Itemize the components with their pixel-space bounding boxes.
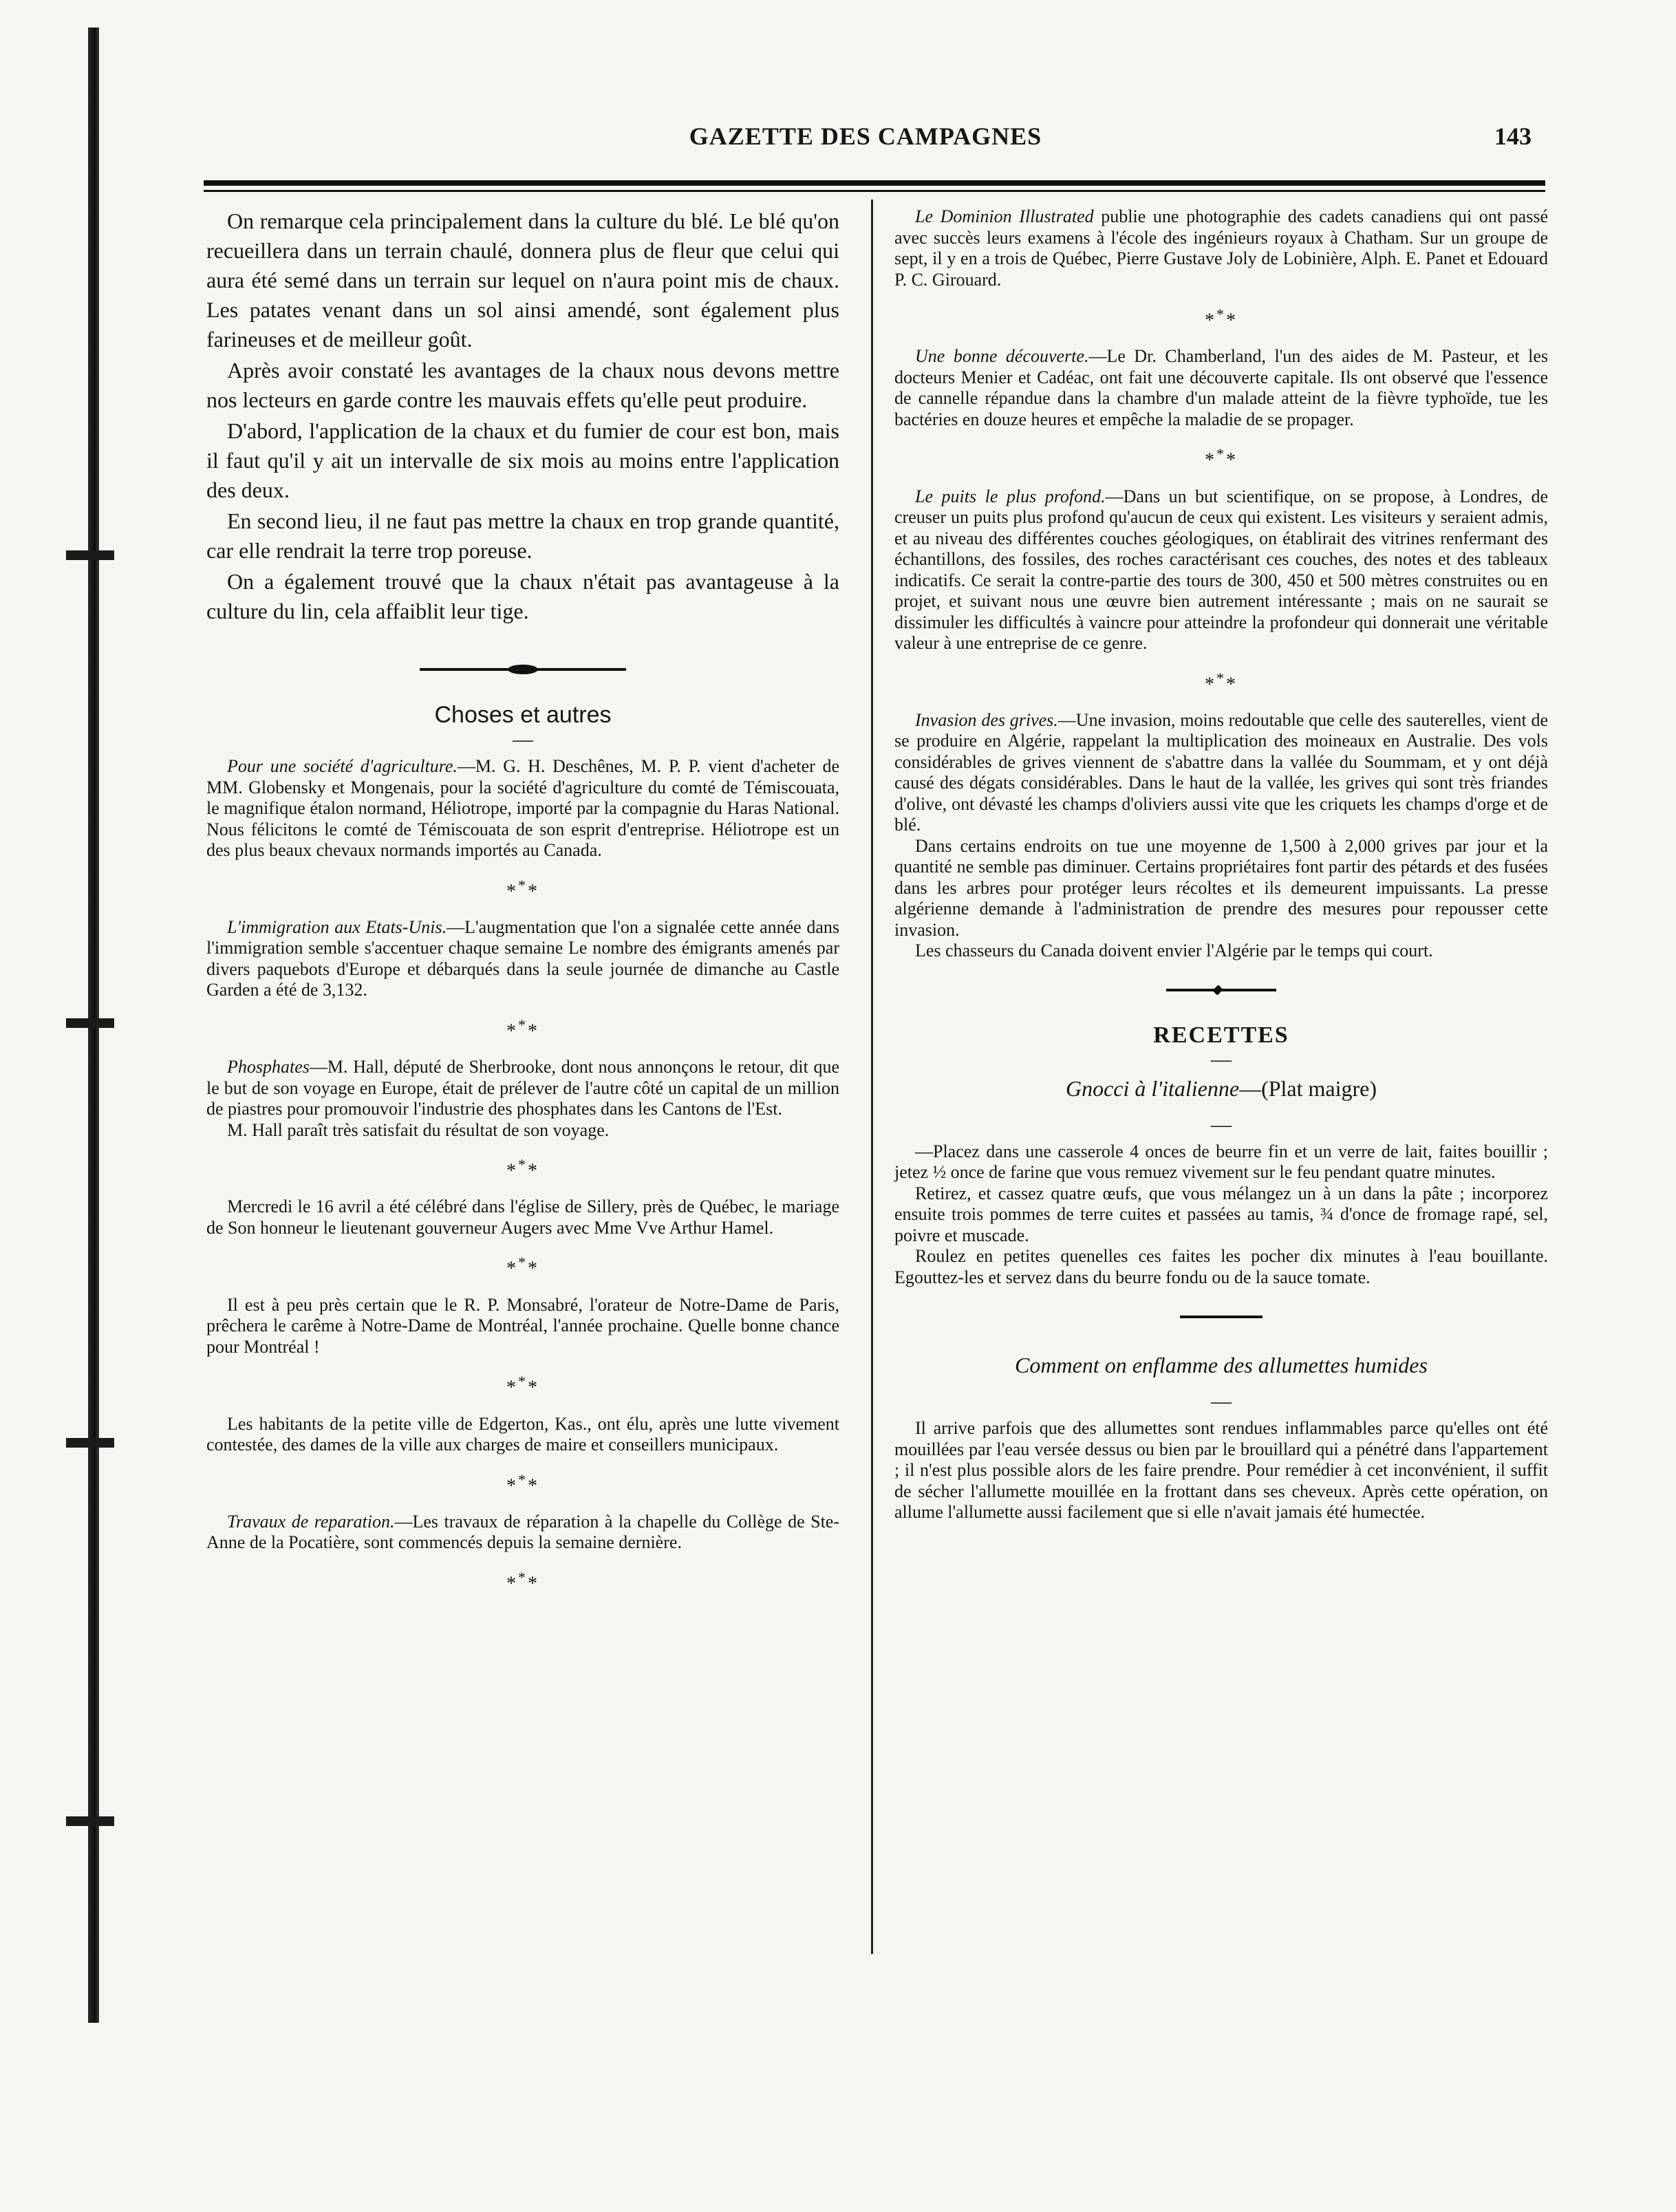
recipe-title-rest: —(Plat maigre) (1239, 1075, 1377, 1101)
item-text: —M. G. H. Deschênes, M. P. P. vient d'acheter de MM. Globensky et Mongenais, pour la société d'agriculture du comté de Témiscouata, le magnifique étalon normand, Héliotrope, importé par la compagnie du Haras National. Nous félicitons le comté de Témiscouata de son esprit d'entreprise. Héliotrope est un des plus beaux chevaux normands importés au Canada. (206, 756, 839, 860)
recipe-paragraph: Retirez, et cassez quatre œufs, que vous mélangez un à un dans la pâte ; incorporez ensuite trois pommes de terre cuites et passées au tamis, ¾ d'once de fromage rapé, sel, poivre et muscade. (894, 1183, 1548, 1245)
asterism: *** (506, 1156, 539, 1182)
item-text: —M. Hall, député de Sherbrooke, dont nous annonçons le retour, dit que le but de son voyage en Europe, était de prélever de l'autre côté un capital de un million de piastres pour promouvoir l'industrie des phosphates dans les Cantons de l'Est. (206, 1057, 839, 1119)
title-dash: — (1211, 1390, 1232, 1413)
item-title: Une bonne découverte. (915, 346, 1089, 367)
asterism: *** (1205, 445, 1238, 471)
binding-mark (66, 1438, 114, 1448)
news-item (894, 710, 1548, 836)
paragraph: On remarque cela principalement dans la culture du blé. Le blé qu'on recueillera dans un terrain chaulé, donnera plus de fleur que celui qui aura été semé dans un terrain sur lequel on n'aura point mis de chaux. Les patates venant dans un sol ainsi amendé, sont également plus farineuses et de meilleur goût. (206, 208, 839, 352)
page-header (193, 116, 1538, 157)
header-rule-thin (204, 190, 1545, 192)
section-title: Choses et autres (434, 702, 612, 728)
news-item (206, 1057, 839, 1120)
title-dash: — (513, 728, 533, 751)
news-item (206, 1512, 839, 1554)
item-title: Pour une société d'agriculture. (227, 756, 458, 776)
asterism: *** (506, 1254, 539, 1280)
item-text: —Dans un but scientifique, on se propose, à Londres, de creuser un puits plus profond qu'aucun de ceux qui existent. Les visiteurs y seraient admis, et au niveau des différentes couches géologiques, on établirait des vitrines renfermant des échantillons, des fossiles, des roches caractérisant ces couches, des notes et des tableaux indicatifs. Ce serait la contre-partie des tours de 300, 450 et 500 mètres construites ou en projet, et suivant nous une œuvre bien autrement intéressante ; mais on ne saurait se dissimuler les difficultés à vaincre pour atteindre la profondeur qui donnerait une véritable valeur à une entreprise de ce genre. (894, 486, 1548, 654)
right-column (894, 206, 1548, 1523)
news-item (894, 486, 1548, 654)
header-rule (204, 180, 1545, 186)
news-item-extra: M. Hall paraît très satisfait du résultat de son voyage. (227, 1119, 610, 1140)
title-dash: — (1211, 1047, 1232, 1071)
news-items (894, 206, 1548, 962)
item-title: L'immigration aux Etats-Unis. (227, 916, 447, 937)
left-column (206, 206, 839, 1609)
ornament-divider (1166, 985, 1276, 995)
item-title: Le Dominion Illustrated (915, 206, 1094, 226)
news-item (894, 206, 1548, 290)
news-items (206, 756, 839, 1594)
item-title: Travaux de reparation. (227, 1511, 395, 1532)
binding-mark (66, 1018, 114, 1028)
asterism: *** (1205, 305, 1238, 332)
news-item (894, 346, 1548, 430)
recipe-body (894, 1141, 1548, 1289)
recipe-paragraph: —Placez dans une casserole 4 onces de beurre fin et un verre de lait, faites bouillir ; jetez ½ once de farine que vous remuez vivement sur le feu pendant quatre minutes. (894, 1141, 1548, 1183)
item-text: —Les travaux de réparation à la chapelle du Collège de Ste-Anne de la Pocatière, sont commencés depuis la semaine dernière. (206, 1511, 839, 1553)
column-divider (871, 200, 873, 1954)
recettes-title: RECETTES (1153, 1022, 1289, 1048)
page-number: 143 (1494, 122, 1532, 150)
news-item-extra: Dans certains endroits on tue une moyenne de 1,500 à 2,000 grives par jour et la quantité ne semble pas diminuer. Certains propriétaires font partir des pétards et des fusées dans les arbres pour protéger leurs récoltes et ils demeurent impuissants. La presse algérienne demande à l'administration de prendre des mesures pour repousser cette invasion. (894, 835, 1548, 940)
short-divider (1180, 1316, 1263, 1318)
matches-title: Comment on enflamme des allumettes humides (1015, 1353, 1428, 1378)
asterism: *** (506, 1016, 539, 1042)
lime-article (206, 206, 839, 626)
recipe-title-italic: Gnocci à l'italienne (1065, 1075, 1240, 1101)
asterism: *** (506, 1568, 539, 1595)
item-text: —Une invasion, moins redoutable que celle des sauterelles, vient de se produire en Algérie, rappelant la multiplication des moineaux en Australie. Des vols considérables de grives viennent de s'abattre dans la vallée du Soummam, et y ont déjà causé des dégats considérables. Dans le haut de la vallée, les grives qui sont très friandes d'olive, ont dévasté les champs d'oliviers aussi vite que les criquets les champs d'orge et de blé. (894, 709, 1548, 835)
item-text: —Le Dr. Chamberland, l'un des aides de M. Pasteur, et les docteurs Menier et Cadéac, ont fait une découverte capitale. Ils ont observé que l'essence de cannelle répandue dans la chambre d'un malade atteint de la fièvre typhoïde, tue les bactéries en douze heures et empêche la maladie de se propager. (894, 346, 1548, 429)
paragraph: D'abord, l'application de la chaux et du fumier de cour est bon, mais il faut qu'il y ait un intervalle de six mois au moins entre l'application des deux. (206, 418, 839, 502)
paragraph: Après avoir constaté les avantages de la chaux nous devons mettre nos lecteurs en garde contre les mauvais effets qu'elle peut produire. (206, 358, 839, 412)
recipe-title (894, 1076, 1548, 1102)
asterism: *** (1205, 669, 1238, 695)
matches-paragraph: Il arrive parfois que des allumettes sont rendues inflammables parce qu'elles ont été mouillées par l'eau versée dessus ou bien par le brouillard qui a pénétré dans l'appartement ; il n'est plus possible alors de les faire prendre. Pour remédier à cet inconvénient, il suffit de sécher l'allumette mouillée en la frottant dans ses cheveux. Après cette opération, on allume l'allumette aussi facilement que si elle n'avait jamais été humectée. (894, 1418, 1548, 1523)
running-title: GAZETTE DES CAMPAGNES (689, 122, 1042, 150)
title-dash: — (1211, 1113, 1232, 1136)
item-title: Phosphates (227, 1057, 310, 1077)
news-item: Il est à peu près certain que le R. P. Monsabré, l'orateur de Notre-Dame de Paris, prêchera le carême à Notre-Dame de Montréal, l'année prochaine. Quelle bonne chance pour Montréal ! (206, 1294, 839, 1357)
paragraph: On a également trouvé que la chaux n'était pas avantageuse à la culture du lin, cela affaiblit leur tige. (206, 569, 839, 623)
asterism: *** (506, 1373, 539, 1399)
item-text: publie une photographie des cadets canadiens qui ont passé avec succès leurs examens à l'école des ingénieurs royaux à Chatham. Sur un groupe de sept, il y en a trois de Québec, Pierre Gustave Joly de Lobinière, Alph. E. Panet et Edouard P. C. Girouard. (894, 206, 1548, 290)
paragraph: En second lieu, il ne faut pas mettre la chaux en trop grande quantité, car elle rendrait la terre trop poreuse. (206, 508, 839, 563)
asterism: *** (506, 876, 539, 902)
binding-mark (66, 550, 114, 560)
binding-mark (66, 1816, 114, 1826)
news-item: Les habitants de la petite ville de Edgerton, Kas., ont élu, après une lutte vivement contestée, des dames de la ville aux charges de maire et conseillers municipaux. (206, 1413, 839, 1455)
matches-body (894, 1418, 1548, 1523)
item-title: Le puits le plus profond. (915, 486, 1106, 506)
asterism: *** (506, 1470, 539, 1496)
news-item (206, 917, 839, 1001)
ornament-divider (420, 665, 626, 674)
item-title: Invasion des grives. (915, 709, 1058, 730)
recipe-paragraph: Roulez en petites quenelles ces faites les pocher dix minutes à l'eau bouillante. Egouttez-les et servez dans du beurre fondu ou de la sauce tomate. (894, 1246, 1548, 1287)
item-text: —L'augmentation que l'on a signalée cette année dans l'immigration semble s'accentuer chaque semaine Le nombre des émigrants amenés par divers paquebots d'Europe et débarqués dans la seule journée de dimanche au Castle Garden a été de 3,132. (206, 916, 839, 1000)
news-item: Mercredi le 16 avril a été célébré dans l'église de Sillery, près de Québec, le mariage de Son honneur le lieutenant gouverneur Augers avec Mme Vve Arthur Hamel. (206, 1196, 839, 1238)
news-item-extra: Les chasseurs du Canada doivent envier l'Algérie par le temps qui court. (915, 941, 1433, 961)
news-item (206, 756, 839, 861)
